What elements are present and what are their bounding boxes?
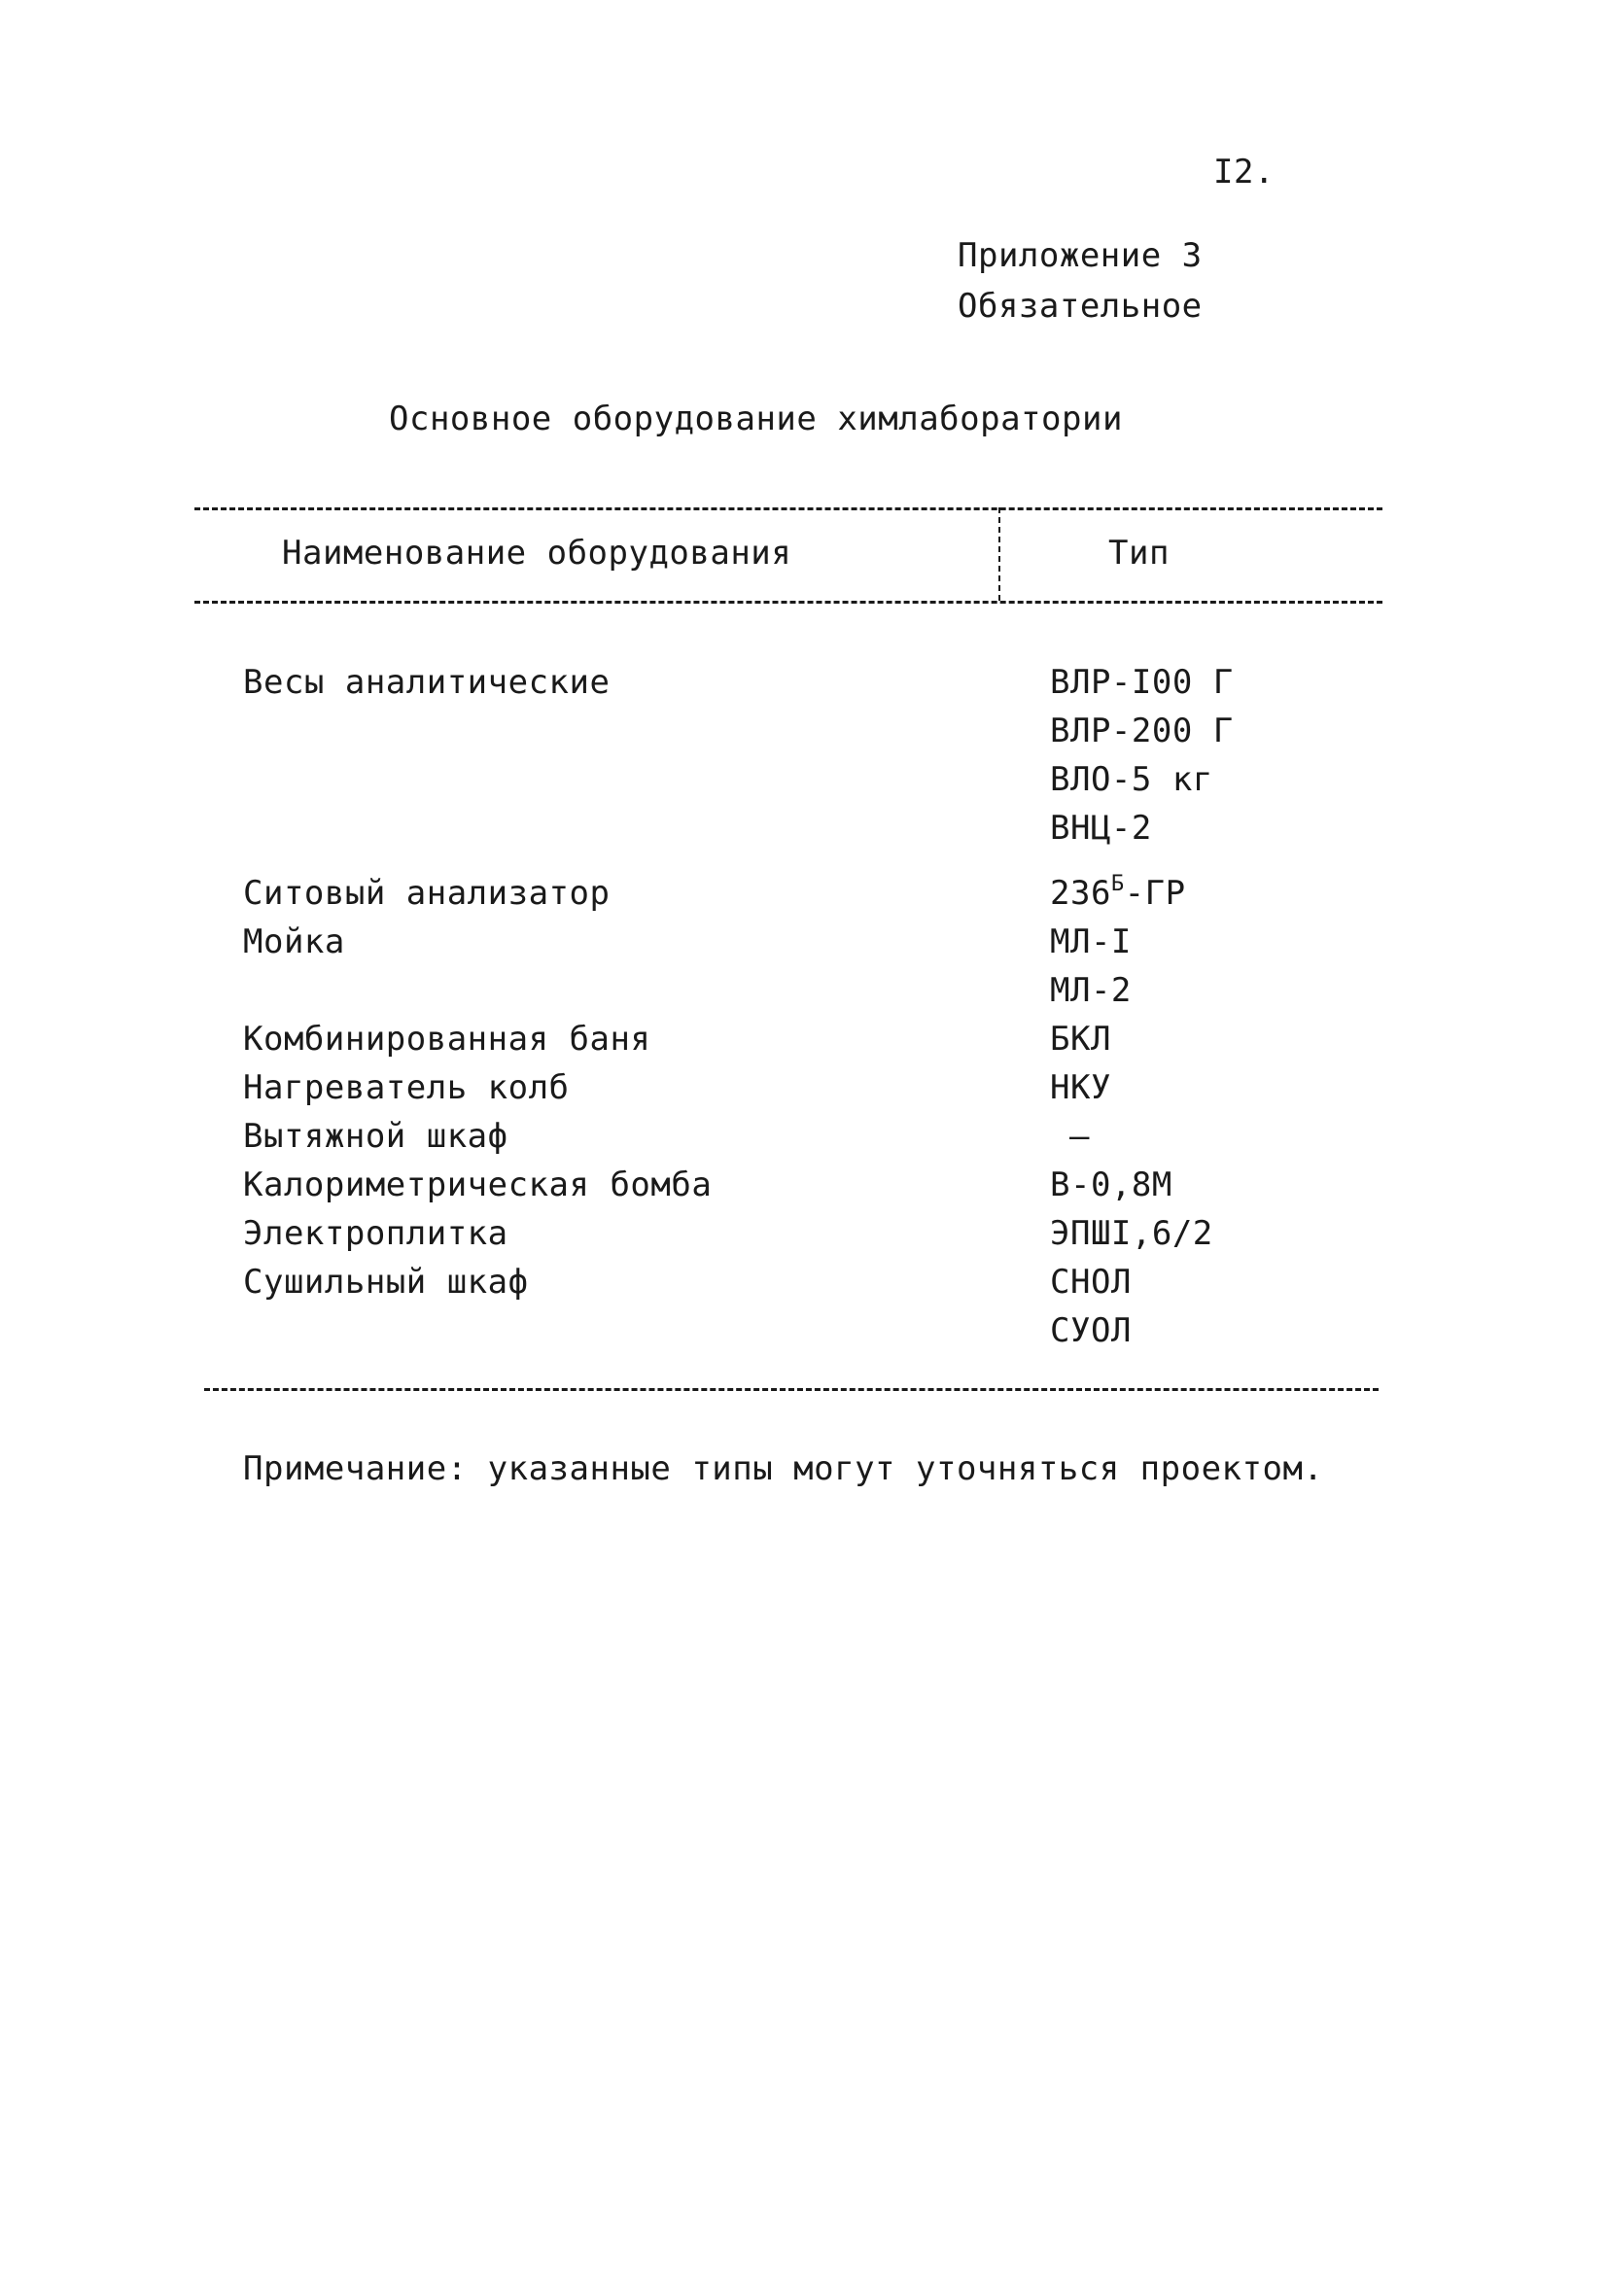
row-name-hot-plate: Электроплитка (243, 1214, 508, 1253)
row-type-sink-2: МЛ-2 (1050, 971, 1132, 1010)
row-type-hot-plate: ЭПШI,6/2 (1050, 1214, 1213, 1253)
table-column-separator (998, 507, 1000, 601)
row-name-flask-heater: Нагреватель колб (243, 1068, 570, 1107)
header-equipment-name: Наименование оборудования (282, 534, 792, 573)
note: Примечание: указанные типы могут уточняться проектом. (243, 1449, 1324, 1488)
row-type-combined-bath: БКЛ (1050, 1020, 1111, 1059)
row-type-balances-2: ВЛР-200 Г (1050, 712, 1234, 750)
appendix-status: Обязательное (958, 287, 1203, 326)
row-name-fume-hood: Вытяжной шкаф (243, 1117, 508, 1156)
row-name-balances: Весы аналитические (243, 663, 611, 702)
header-type: Тип (1108, 534, 1170, 573)
row-type-sink-1: МЛ-I (1050, 922, 1132, 961)
page-number: I2. (1213, 153, 1275, 191)
page-title: Основное оборудование химлаборатории (389, 400, 1123, 438)
row-name-combined-bath: Комбинированная баня (243, 1020, 651, 1059)
row-name-sink: Мойка (243, 922, 345, 961)
row-name-calorimetric-bomb: Калориметрическая бомба (243, 1165, 713, 1204)
row-type-calorimetric-bomb: В-0,8М (1050, 1165, 1172, 1204)
row-type-flask-heater: НКУ (1050, 1068, 1111, 1107)
row-type-drying-cabinet-2: СУОЛ (1050, 1311, 1132, 1350)
row-type-balances-4: ВНЦ-2 (1050, 809, 1152, 848)
row-type-drying-cabinet-1: СНОЛ (1050, 1263, 1132, 1302)
table-top-rule (194, 507, 1382, 510)
table-bottom-rule (204, 1388, 1379, 1391)
table-header-rule (194, 601, 1382, 604)
row-name-sieve-analyzer: Ситовый анализатор (243, 874, 611, 913)
row-type-fume-hood: – (1069, 1117, 1090, 1156)
row-type-sieve-analyzer: $236^Б-ГР$ (1050, 872, 1186, 913)
row-name-drying-cabinet: Сушильный шкаф (243, 1263, 529, 1302)
row-type-balances-3: ВЛО-5 кг (1050, 760, 1213, 799)
row-type-balances-1: ВЛР-I00 Г (1050, 663, 1234, 702)
appendix-label: Приложение 3 (958, 236, 1203, 275)
